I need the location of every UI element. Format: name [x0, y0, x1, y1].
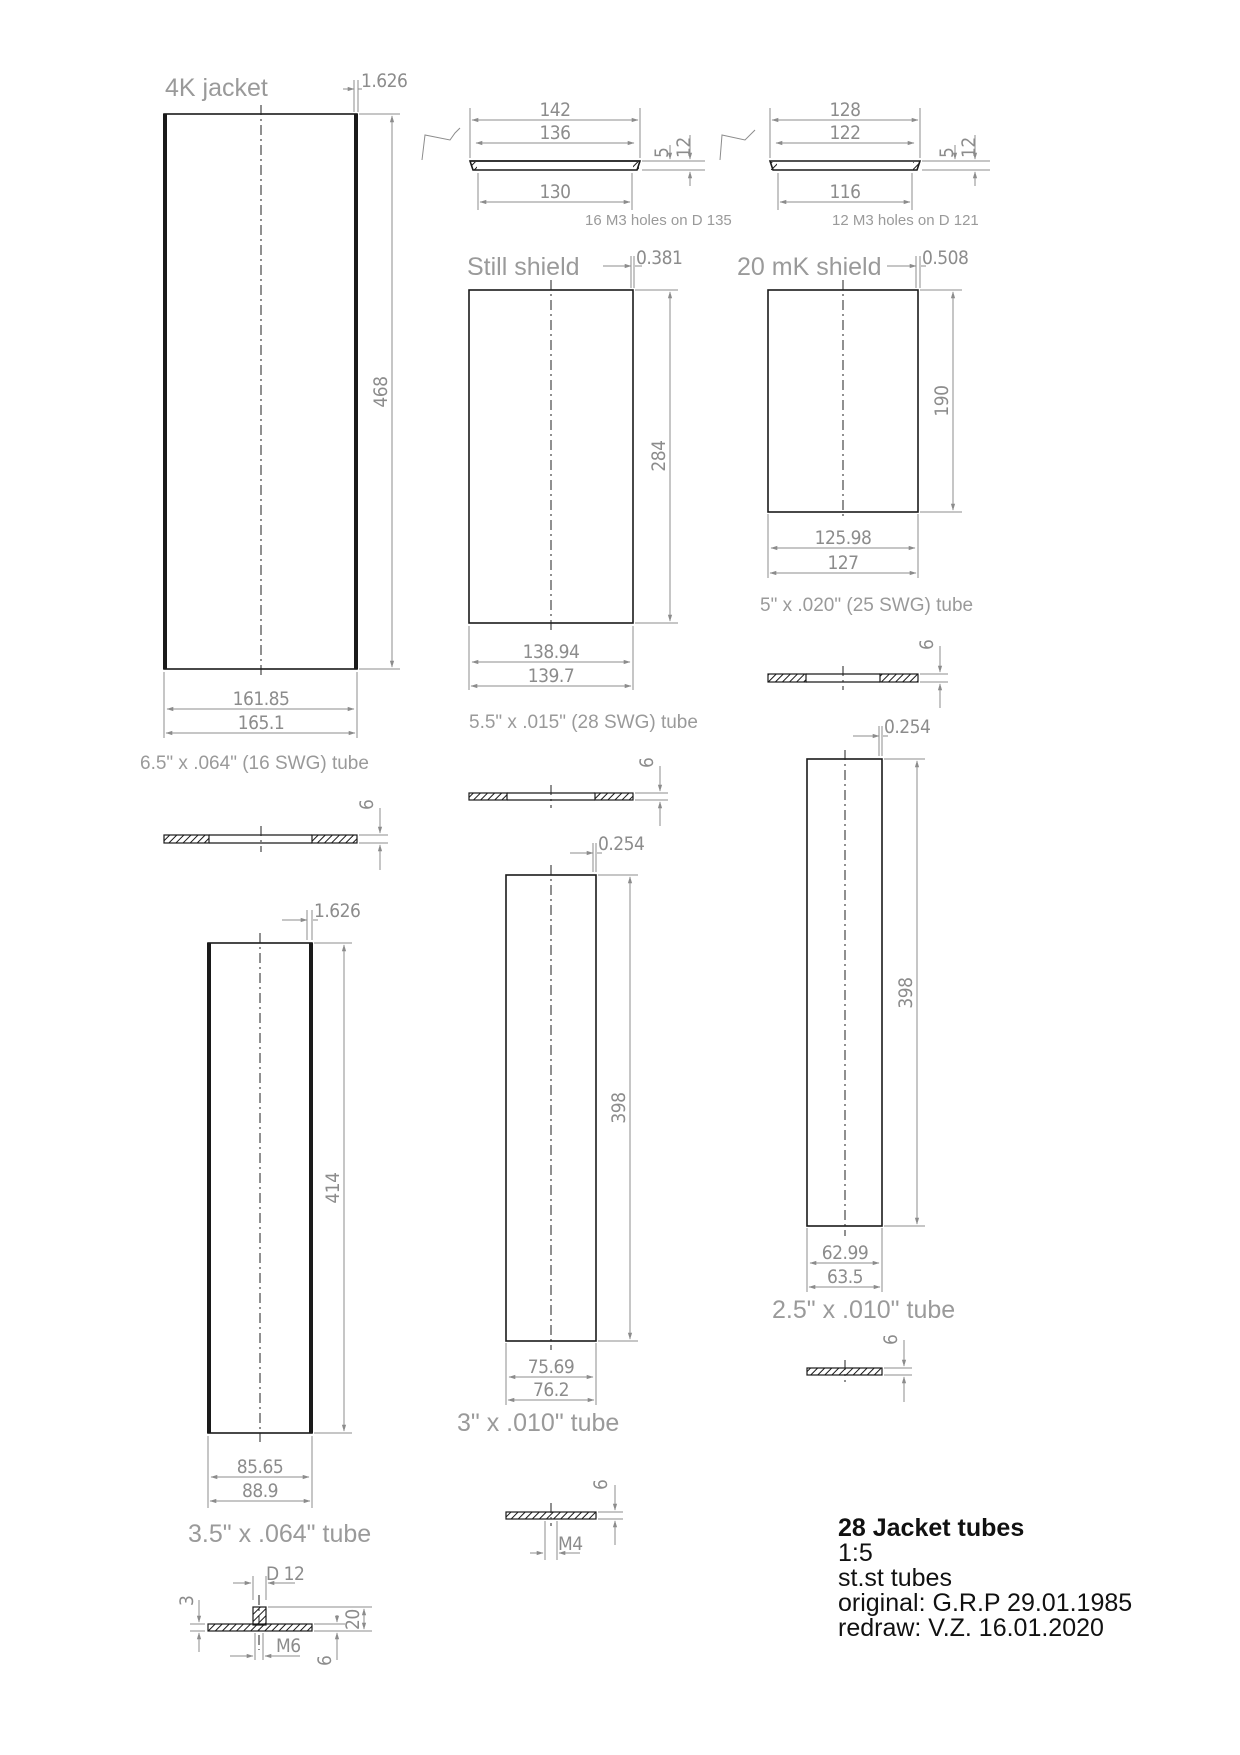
flange-1-holes-note: 16 M3 holes on D 135	[585, 212, 732, 229]
tube-3-id-dim: 75.69	[527, 1356, 575, 1378]
drawing-original: original: G.R.P 29.01.1985	[838, 1589, 1133, 1617]
tube-3-od-dim: 76.2	[532, 1379, 570, 1401]
flange-1-dim-b: 136	[539, 122, 571, 144]
jacket-4k-od-dim: 165.1	[237, 712, 285, 734]
jacket-4k-id-dim: 161.85	[232, 688, 290, 710]
drawing-material: st.st tubes	[838, 1564, 952, 1592]
tube-3-5-h20-dim: 20	[342, 1609, 364, 1630]
jacket-4k-view	[140, 70, 407, 870]
jacket-4k-tube-spec: 6.5" x .064" (16 SWG) tube	[140, 753, 369, 774]
tube-3-m4-dim: M4	[558, 1533, 583, 1555]
flange-1-dim-a: 142	[539, 99, 571, 121]
flange-2-dim-h1: 5	[936, 147, 958, 158]
flange-1-dim-h2: 12	[673, 137, 695, 158]
tube-3-5-id-dim: 85.65	[236, 1456, 284, 1478]
tube-3-5-h6-dim: 6	[314, 1655, 336, 1666]
mk-shield-label: 20 mK shield	[737, 253, 882, 281]
jacket-4k-length-dim: 468	[370, 376, 392, 408]
jacket-4k-wall-dim: 1.626	[361, 70, 408, 92]
tube-3-5-m6-dim: M6	[276, 1635, 301, 1657]
mk-shield-length-dim: 190	[931, 385, 953, 417]
mk-shield-od-dim: 127	[827, 552, 859, 574]
tube-2-5-ring-dim: 6	[880, 1334, 902, 1345]
flange-1-dim-h1: 5	[651, 147, 673, 158]
tube-2-5-od-dim: 63.5	[826, 1266, 864, 1288]
tube-3-5-d12-dim: D 12	[266, 1563, 305, 1585]
still-shield-label: Still shield	[467, 253, 580, 281]
mk-shield-view	[737, 247, 973, 708]
flange-2-holes-note: 12 M3 holes on D 121	[832, 212, 979, 229]
tube-2-5-spec: 2.5" x .010" tube	[772, 1296, 956, 1324]
title-block	[838, 1516, 1132, 1641]
tube-3-5-length-dim: 414	[322, 1172, 344, 1204]
flange-2-dim-h2: 12	[958, 137, 980, 158]
drawing-title: 28 Jacket tubes	[838, 1514, 1025, 1542]
mk-shield-wall-dim: 0.508	[922, 247, 969, 269]
tube-3-wall-dim: 0.254	[598, 833, 645, 855]
still-shield-tube-spec: 5.5" x .015" (28 SWG) tube	[469, 712, 698, 733]
tube-3-ring-dim: 6	[590, 1479, 612, 1490]
tube-3-5-od-dim: 88.9	[241, 1480, 279, 1502]
drawing-scale: 1:5	[838, 1539, 873, 1567]
tube-2-5-wall-dim: 0.254	[884, 716, 931, 738]
still-shield-wall-dim: 0.381	[636, 247, 683, 269]
tube-3-5-spec: 3.5" x .064" tube	[188, 1520, 372, 1548]
tube-3-5-view	[176, 900, 372, 1666]
mk-shield-id-dim: 125.98	[814, 527, 872, 549]
tube-3-length-dim: 398	[608, 1092, 630, 1124]
tube-2-5-id-dim: 62.99	[821, 1242, 869, 1264]
flange-2-view	[720, 99, 990, 229]
mk-shield-tube-spec: 5" x .020" (25 SWG) tube	[760, 595, 974, 616]
mk-shield-ring-dim: 6	[916, 639, 938, 650]
tube-3-5-h3-dim: 3	[176, 1595, 198, 1606]
still-shield-view	[467, 247, 698, 826]
still-shield-od-dim: 139.7	[527, 665, 575, 687]
tube-3-view	[457, 833, 644, 1560]
jacket-4k-label: 4K jacket	[165, 74, 268, 102]
still-shield-length-dim: 284	[648, 440, 670, 472]
still-shield-id-dim: 138.94	[522, 641, 580, 663]
drawing-redraw: redraw: V.Z. 16.01.2020	[838, 1614, 1104, 1642]
flange-1-dim-c: 130	[539, 181, 571, 203]
flange-1-view	[422, 99, 732, 229]
tube-3-5-wall-dim: 1.626	[314, 900, 361, 922]
still-shield-outline	[469, 290, 633, 623]
jacket-4k-ring-dim: 6	[356, 799, 378, 810]
still-shield-ring-dim: 6	[636, 757, 658, 768]
flange-2-dim-b: 122	[829, 122, 861, 144]
tube-2-5-view	[772, 716, 955, 1402]
flange-2-dim-c: 116	[829, 181, 861, 203]
tube-3-spec: 3" x .010" tube	[457, 1409, 620, 1437]
flange-2-dim-a: 128	[829, 99, 861, 121]
tube-2-5-length-dim: 398	[895, 977, 917, 1009]
